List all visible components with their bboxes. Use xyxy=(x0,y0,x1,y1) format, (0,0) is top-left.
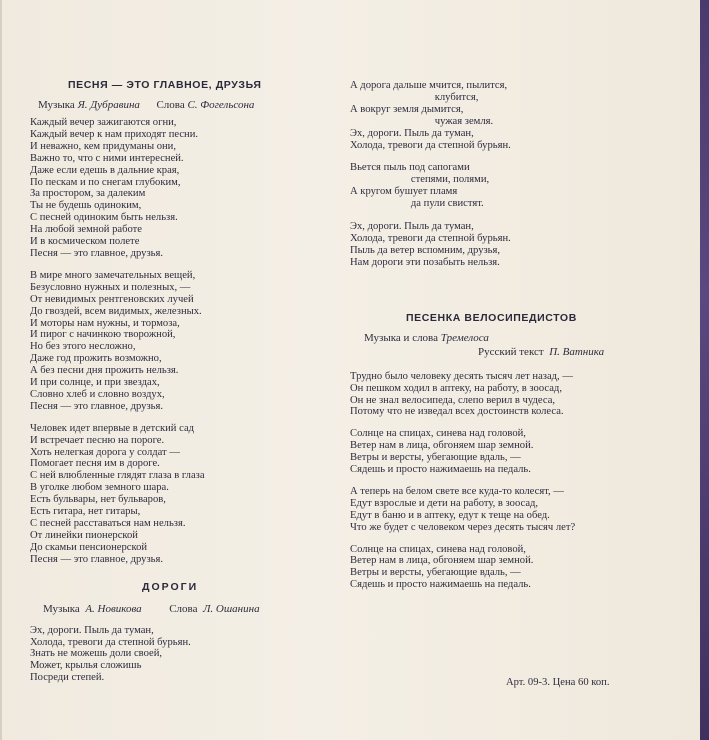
stanza xyxy=(350,544,650,592)
words-label: Слова xyxy=(169,602,198,615)
lyric-line: Безусловно нужных и полезных, — xyxy=(30,281,191,293)
lyric-line: чужая земля. xyxy=(350,115,494,127)
lyric-line: Эх, дороги. Пыль да туман, xyxy=(30,624,154,636)
lyric-line: Может, крылья сложишь xyxy=(30,660,142,672)
song1-lyrics xyxy=(30,117,330,566)
lyric-line: А кругом бушует пламя xyxy=(350,186,458,198)
words-label: Слова xyxy=(156,99,185,111)
lyric-line: Ветры и версты, убегающие вдаль, — xyxy=(350,567,521,579)
lyric-line: Ты не будешь одиноким, xyxy=(30,200,142,212)
stanza xyxy=(350,221,650,269)
lyric-line: Словно хлеб и словно воздух, xyxy=(30,388,165,400)
credit-label: Русский текст xyxy=(478,345,544,358)
music-label: Музыка xyxy=(43,602,80,615)
song2-lyrics-right xyxy=(350,80,650,269)
lyric-line: Сядешь и просто нажимаешь на педаль. xyxy=(350,464,531,476)
song3-title: ПЕСЕНКА ВЕЛОСИПЕДИСТОВ xyxy=(406,311,577,324)
composer: Я. Дубравина xyxy=(77,99,140,111)
lyric-line: До гвоздей, всем видимых, железных. xyxy=(30,305,202,317)
lyric-line: От невидимых рентгеновских лучей xyxy=(30,293,194,305)
lyric-line: А дорога дальше мчится, пылится, xyxy=(350,80,508,91)
page-edge-left xyxy=(0,0,2,740)
lyric-line: В уголке любом земного шара. xyxy=(30,482,169,494)
lyricist: Л. Ошанина xyxy=(202,602,260,615)
lyric-line: Что же будет с человеком через десять тысяч лет? xyxy=(350,521,576,533)
lyric-line: Едут взрослые и дети на работу, в зоосад, xyxy=(350,497,539,509)
lyric-line: И моторы нам нужны, и тормоза, xyxy=(30,317,180,329)
lyric-line: До скамьи пенсионерской xyxy=(30,541,148,553)
music-label: Музыка xyxy=(38,99,75,111)
lyric-line: да пули свистят. xyxy=(350,198,484,210)
lyric-line: От линейки пионерской xyxy=(30,529,138,541)
song1-credits xyxy=(38,98,330,112)
song2-title: ДОРОГИ xyxy=(142,580,199,593)
lyric-line: Знать не можешь доли своей, xyxy=(30,648,163,660)
lyric-line: Ветры и версты, убегающие вдаль, — xyxy=(350,452,521,464)
left-column xyxy=(30,78,330,684)
song2-lyrics-left xyxy=(30,625,330,685)
stanza xyxy=(350,162,650,210)
lyric-line: Есть бульвары, нет бульваров, xyxy=(30,494,166,506)
lyric-line: По пескам и по снегам глубоким, xyxy=(30,176,181,188)
credit-label: Музыка и слова xyxy=(364,331,438,344)
lyric-line: Эх, дороги. Пыль да туман, xyxy=(350,127,474,139)
lyric-line: С песней расставаться нам нельзя. xyxy=(30,518,186,529)
lyric-line: Он не знал велосипеда, слепо верил в чудеса, xyxy=(350,394,556,406)
lyric-line: За простором, за далеким xyxy=(30,188,146,200)
stanza xyxy=(30,423,330,566)
lyric-line: И при солнце, и при звездах, xyxy=(30,377,160,389)
lyric-line: Пыль да ветер вспомним, друзья, xyxy=(350,244,501,256)
lyric-line: Даже год прожить возможно, xyxy=(30,353,162,365)
lyric-line: С песней одиноким быть нельзя. xyxy=(30,212,178,224)
price-label: Арт. 09-3. Цена 60 коп. xyxy=(506,677,610,688)
lyric-line: Даже если едешь в дальние края, xyxy=(30,164,180,176)
lyric-line: Эх, дороги. Пыль да туман, xyxy=(350,221,474,233)
lyric-line: Трудно было человеку десять тысяч лет назад, — xyxy=(350,370,573,382)
song3-credits-1 xyxy=(364,331,650,345)
lyric-line: Сядешь и просто нажимаешь на педаль. xyxy=(350,579,531,591)
lyric-line: И неважно, кем придуманы они, xyxy=(30,140,176,152)
song2-credits xyxy=(43,602,330,616)
lyric-line: Песня — это главное, друзья. xyxy=(30,400,164,412)
lyric-line: Едут в баню и в аптеку, едут к теще на обед. xyxy=(350,509,550,521)
stanza xyxy=(350,80,650,151)
lyric-line: Хоть нелегкая дорога у солдат — xyxy=(30,446,180,458)
lyric-line: А вокруг земля дымится, xyxy=(350,103,464,115)
lyric-line: Холода, тревоги да степной бурьян. xyxy=(350,232,511,244)
stanza xyxy=(350,486,650,534)
lyric-line: На любой земной работе xyxy=(30,224,142,236)
lyric-line: А теперь на белом свете все куда-то колесят, — xyxy=(350,485,564,497)
stanza xyxy=(30,625,330,685)
stanza xyxy=(30,117,330,260)
lyric-line: Солнце на спицах, синева над головой, xyxy=(350,428,526,440)
stanza xyxy=(30,270,330,413)
lyric-line: Ветер нам в лица, обгоняем шар земной. xyxy=(350,440,534,452)
lyric-line: Посреди степей. xyxy=(30,672,105,684)
lyric-line: Холода, тревоги да степной бурьян. xyxy=(30,636,191,648)
lyric-line: степями, полями, xyxy=(350,174,490,186)
lyric-line: Нам дороги эти позабыть нельзя. xyxy=(350,256,500,268)
lyric-line: И встречает песню на пороге. xyxy=(30,434,165,446)
author: Тремелоса xyxy=(440,331,489,344)
stanza xyxy=(350,428,650,476)
lyric-line: И в космическом полете xyxy=(30,236,140,248)
lyric-line: Потому что не изведал всех достоинств колеса. xyxy=(350,406,564,418)
lyric-line: клубится, xyxy=(350,91,479,103)
lyric-line: Песня — это главное, друзья. xyxy=(30,247,164,259)
composer: А. Новикова xyxy=(85,602,142,615)
lyric-line: Вьется пыль под сапогами xyxy=(350,162,470,174)
song1-title: ПЕСНЯ — ЭТО ГЛАВНОЕ, ДРУЗЬЯ xyxy=(68,79,262,91)
lyric-line: Есть гитара, нет гитары, xyxy=(30,506,141,518)
lyric-line: Но без этого несложно, xyxy=(30,341,136,353)
right-column xyxy=(350,80,650,591)
lyric-line: Песня — это главное, друзья. xyxy=(30,553,164,565)
lyric-line: Он пешком ходил в аптеку, на работу, в зоосад, xyxy=(350,382,562,394)
lyric-line: Важно то, что с ними интересней. xyxy=(30,152,184,164)
song3-lyrics xyxy=(350,371,650,592)
song3-credits-2 xyxy=(478,345,650,359)
cover-edge-purple xyxy=(700,0,709,740)
lyric-line: Ветер нам в лица, обгоняем шар земной. xyxy=(350,555,534,567)
lyric-line: Помогает песня им в дороге. xyxy=(30,458,160,470)
lyric-line: Каждый вечер зажигаются огни, xyxy=(30,117,177,128)
stanza xyxy=(350,371,650,419)
lyric-line: Человек идет впервые в детский сад xyxy=(30,422,195,434)
translator: П. Ватника xyxy=(549,345,605,358)
lyric-line: С ней влюбленные глядят глаза в глаза xyxy=(30,470,205,482)
lyric-line: В мире много замечательных вещей, xyxy=(30,269,196,281)
lyric-line: А без песни дня прожить нельзя. xyxy=(30,365,179,377)
lyric-line: Холода, тревоги да степной бурьян. xyxy=(350,139,511,151)
lyric-line: Каждый вечер к нам приходят песни. xyxy=(30,128,199,140)
lyric-line: И пирог с начинкою творожной, xyxy=(30,329,176,341)
lyric-line: Солнце на спицах, синева над головой, xyxy=(350,543,526,555)
lyricist: С. Фогельсона xyxy=(187,99,255,111)
